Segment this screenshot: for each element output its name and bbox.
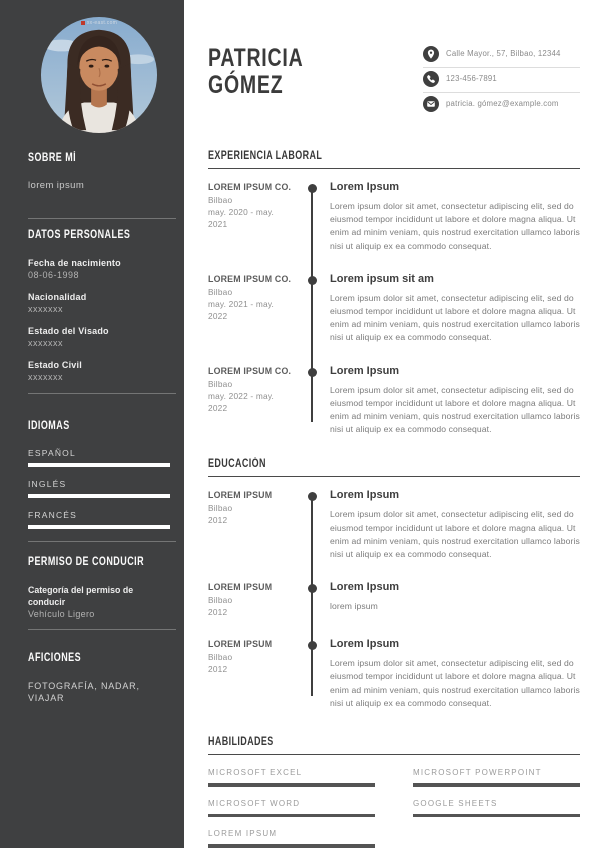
- driving-category-value: Vehículo Ligero: [28, 609, 95, 619]
- education-dates: 2012: [208, 607, 228, 618]
- about-title: SOBRE MÍ: [28, 152, 77, 164]
- personal-label: Nacionalidad: [28, 292, 87, 302]
- section-rule: [208, 754, 580, 755]
- phone-icon: [423, 71, 439, 87]
- personal-value: xxxxxxx: [28, 304, 63, 314]
- company-name: LOREM IPSUM CO.: [208, 365, 292, 376]
- skill-label: MICROSOFT EXCEL: [208, 768, 303, 778]
- education-dates: 2012: [208, 515, 228, 526]
- job-description: Lorem ipsum dolor sit amet, consectetur adipiscing elit, sed do eiusmod tempor incididunt ut labore et dolore magna aliqua. Ut enim ad minim veniam, quis nostrud exercitation ullamco laboris nisi ut aliquip ex ea commodo consequat.: [330, 384, 580, 435]
- job-title: Lorem Ipsum: [330, 364, 400, 377]
- language-level-bar: [28, 494, 170, 498]
- employment-dates: may. 2021 - may. 2022: [208, 298, 275, 321]
- sidebar: [0, 0, 184, 848]
- language-level-bar: [28, 525, 170, 529]
- skill-level-bar: [413, 814, 580, 818]
- timeline-dot: [308, 584, 317, 593]
- about-text: lorem ipsum: [28, 180, 85, 191]
- phone-text: 123-456-7891: [446, 74, 497, 83]
- job-description: Lorem ipsum dolor sit amet, consectetur adipiscing elit, sed do eiusmod tempor incididunt ut labore et dolore magna aliqua. Ut enim ad minim veniam, quis nostrud exercitation ullamco laboris nisi ut aliquip ex ea commodo consequat.: [330, 292, 580, 343]
- section-languages: [28, 420, 170, 529]
- main-content: [184, 0, 600, 848]
- skills-title: HABILIDADES: [208, 736, 274, 749]
- personal-label: Fecha de nacimiento: [28, 258, 121, 268]
- profile-photo: [40, 16, 158, 134]
- section-rule: [208, 476, 580, 477]
- company-name: LOREM IPSUM CO.: [208, 273, 292, 284]
- degree-description: lorem ipsum: [330, 601, 378, 612]
- skill-level-bar: [208, 844, 375, 848]
- school-name: LOREM IPSUM: [208, 639, 273, 650]
- education-entry: [208, 489, 580, 561]
- employment-dates: may. 2020 - may. 2021: [208, 207, 275, 229]
- company-location: Bilbao: [208, 195, 233, 205]
- timeline-dot: [308, 641, 317, 650]
- personal-data-title: DATOS PERSONALES: [28, 229, 131, 241]
- hobbies-title: AFICIONES: [28, 652, 82, 664]
- company-name: LOREM IPSUM CO.: [208, 182, 292, 192]
- skill-item: [208, 829, 375, 848]
- language-item: [28, 479, 170, 498]
- language-level-bar: [28, 463, 170, 467]
- school-location: Bilbao: [208, 595, 233, 606]
- timeline-dot: [308, 492, 317, 501]
- skill-item: [413, 799, 580, 818]
- hobbies-text: FOTOGRAFÍA, NADAR, VIAJAR: [28, 681, 140, 703]
- skill-label: MICROSOFT WORD: [208, 798, 301, 808]
- contact-address-row: [423, 43, 580, 68]
- sidebar-divider: [28, 629, 176, 630]
- section-about: [28, 152, 170, 192]
- skill-level-bar: [208, 814, 375, 818]
- degree-description: Lorem ipsum dolor sit amet, consectetur adipiscing elit, sed do eiusmod tempor incididunt ut labore et dolore magna aliqua. Ut enim ad minim veniam, quis nostrud exercitation ullamco laboris nisi ut aliquip ex ea commodo consequat.: [330, 509, 580, 560]
- contact-block: [423, 43, 580, 117]
- skill-level-bar: [208, 783, 375, 787]
- degree-title: Lorem Ipsum: [330, 489, 400, 502]
- company-location: Bilbao: [208, 378, 233, 389]
- section-experience: [208, 150, 580, 436]
- section-driving-license: [28, 556, 170, 621]
- school-location: Bilbao: [208, 503, 233, 514]
- resume-header: [208, 40, 580, 114]
- education-dates: 2012: [208, 664, 228, 675]
- skill-label: LOREM IPSUM: [208, 829, 278, 839]
- school-name: LOREM IPSUM: [208, 490, 273, 501]
- section-skills: [208, 736, 580, 848]
- language-item: [28, 510, 170, 529]
- section-rule: [208, 168, 580, 169]
- school-name: LOREM IPSUM: [208, 582, 273, 593]
- email-icon: [423, 96, 439, 112]
- contact-phone-row: [423, 68, 580, 93]
- driving-title: PERMISO DE CONDUCIR: [28, 556, 145, 568]
- experience-entry: [208, 365, 580, 437]
- personal-value: 08-06-1998: [28, 270, 80, 280]
- languages-title: IDIOMAS: [28, 420, 70, 432]
- address-text: Calle Mayor., 57, Bilbao, 12344: [446, 49, 561, 58]
- location-pin-icon: [423, 46, 439, 62]
- last-name: GÓMEZ: [208, 71, 284, 99]
- sidebar-divider: [28, 393, 176, 394]
- experience-entry: [208, 273, 580, 345]
- sidebar-divider: [28, 218, 176, 219]
- degree-title: Lorem Ipsum: [330, 638, 400, 651]
- personal-label: Estado Civil: [28, 360, 82, 370]
- education-entry: [208, 581, 580, 618]
- skill-level-bar: [413, 783, 580, 787]
- language-item: [28, 448, 170, 467]
- avatar: [40, 16, 158, 134]
- personal-item: [28, 257, 170, 281]
- degree-description: Lorem ipsum dolor sit amet, consectetur adipiscing elit, sed do eiusmod tempor incididunt ut labore et dolore magna aliqua. Ut enim ad minim veniam, quis nostrud exercitation ullamco laboris nisi ut aliquip ex ea commodo consequat.: [330, 658, 580, 708]
- job-title: Lorem Ipsum: [330, 181, 400, 193]
- company-location: Bilbao: [208, 286, 233, 297]
- experience-title: EXPERIENCIA LABORAL: [208, 150, 323, 162]
- section-personal-data: [28, 229, 170, 383]
- email-text: patricia. gómez@example.com: [446, 99, 559, 108]
- driving-category-label: Categoría del permiso de conducir: [28, 585, 134, 607]
- first-name: PATRICIA: [208, 44, 304, 72]
- school-location: Bilbao: [208, 652, 233, 663]
- contact-email-row: [423, 93, 580, 117]
- experience-entry: [208, 181, 580, 253]
- personal-item: [28, 325, 170, 349]
- personal-value: xxxxxxx: [28, 338, 63, 348]
- personal-label: Estado del Visado: [28, 326, 109, 336]
- timeline-dot: [308, 368, 317, 377]
- skill-label: GOOGLE SHEETS: [413, 798, 498, 808]
- sidebar-divider: [28, 541, 176, 542]
- skill-item: [413, 768, 580, 787]
- language-label: INGLÉS: [28, 479, 67, 489]
- personal-item: [28, 291, 170, 315]
- employment-dates: may. 2022 - may. 2022: [208, 390, 275, 413]
- person-name: [208, 45, 303, 99]
- skill-item: [208, 768, 375, 787]
- skill-item: [208, 799, 375, 818]
- education-title: EDUCACIÓN: [208, 458, 266, 471]
- degree-title: Lorem Ipsum: [330, 581, 400, 594]
- language-label: FRANCÉS: [28, 510, 78, 520]
- job-title: Lorem ipsum sit am: [330, 272, 434, 285]
- timeline-dot: [308, 276, 317, 285]
- timeline-dot: [308, 184, 317, 193]
- section-education: [208, 458, 580, 710]
- education-entry: [208, 638, 580, 710]
- skill-label: MICROSOFT POWERPOINT: [413, 768, 542, 778]
- section-hobbies: [28, 652, 170, 704]
- job-description: Lorem ipsum dolor sit amet, consectetur adipiscing elit, sed do eiusmod tempor incididunt ut labore et dolore magna aliqua. Ut enim ad minim veniam, quis nostrud exercitation ullamco laboris nisi ut aliquip ex ea commodo consequat.: [330, 201, 580, 251]
- personal-item: [28, 359, 170, 383]
- language-label: ESPAÑOL: [28, 448, 76, 458]
- personal-value: xxxxxxx: [28, 372, 63, 382]
- photo-watermark: xx-east.com: [40, 20, 158, 26]
